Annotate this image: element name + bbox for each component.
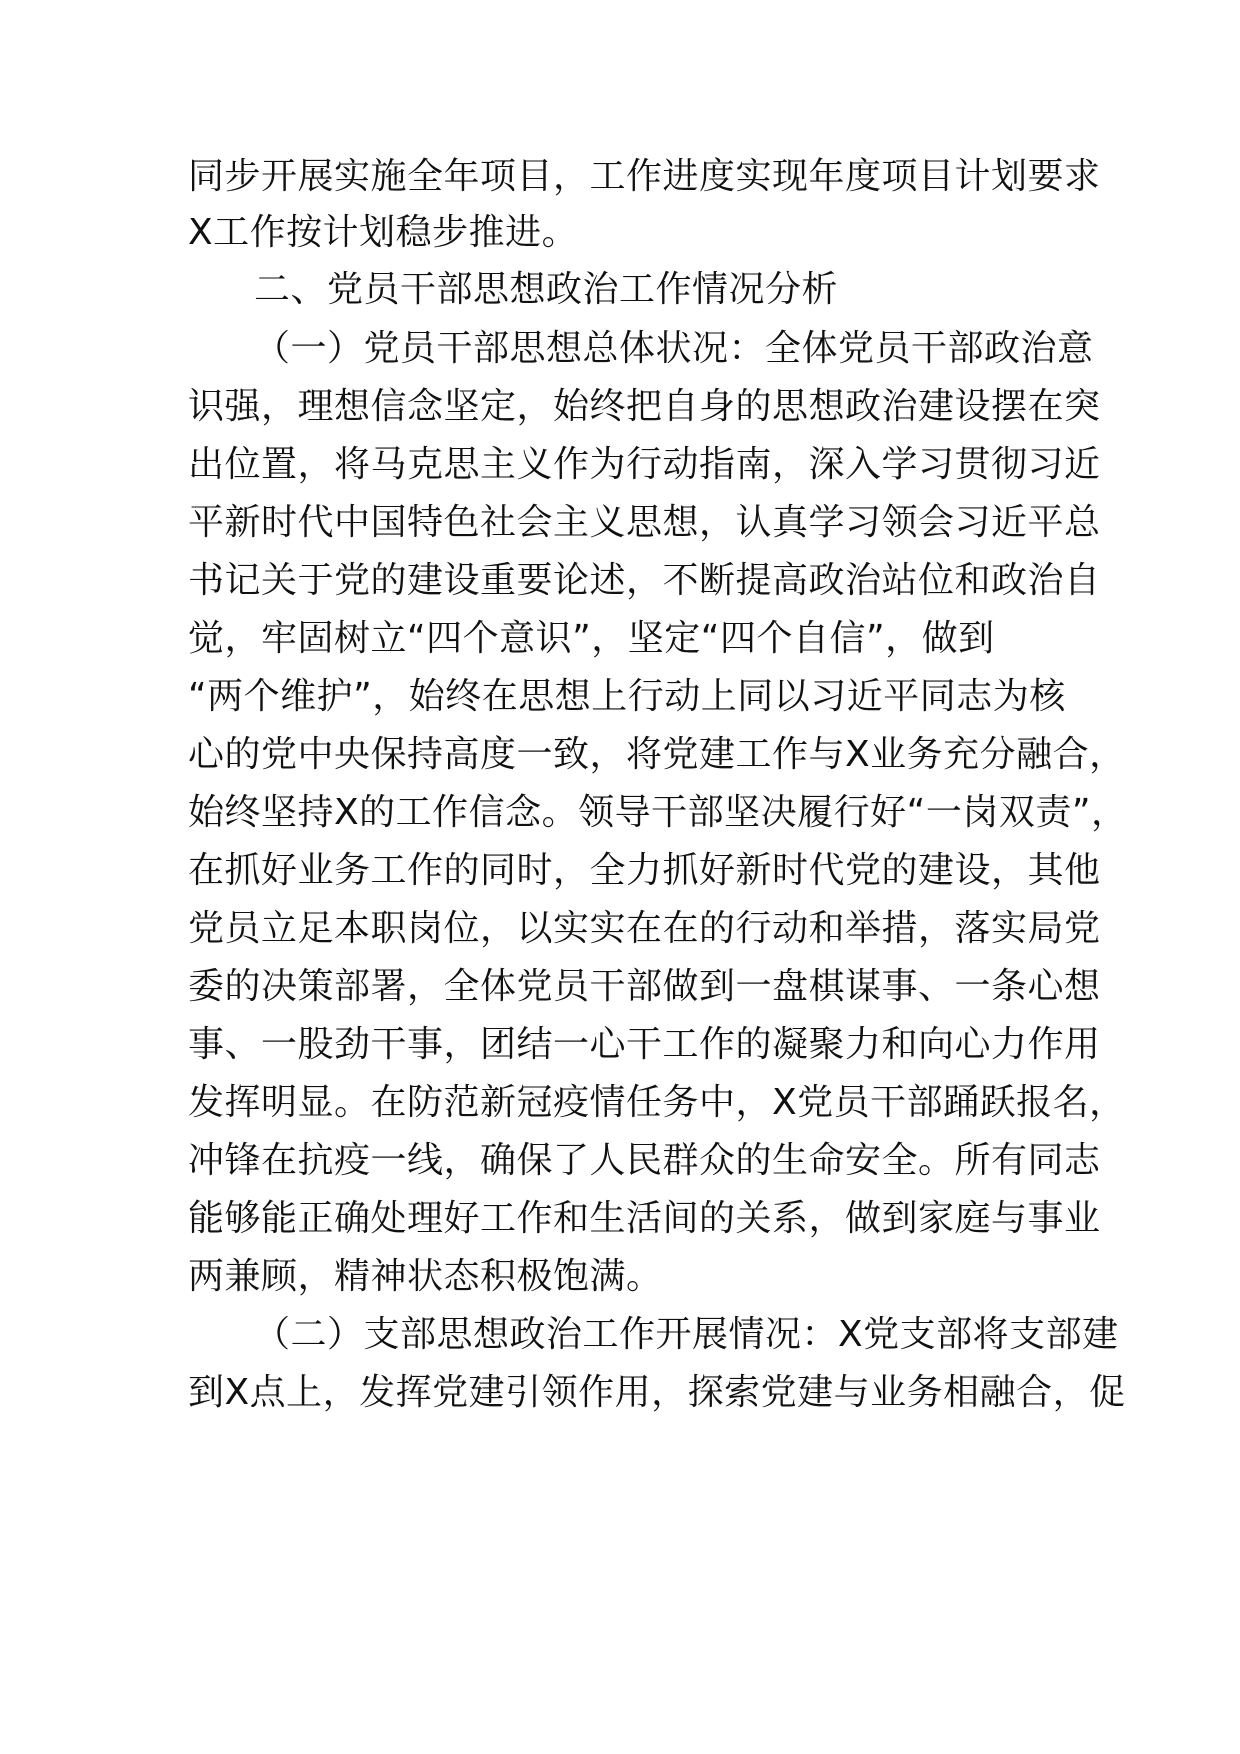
text-line: 两兼顾，精神状态积极饱满。	[188, 1256, 663, 1297]
text-line: 到X点上，发挥党建引领作用，探索党建与业务相融合，促	[188, 1372, 1126, 1413]
text-line: “两个维护”，始终在思想上行动上同以习近平同志为核	[188, 676, 1066, 717]
text-line: 平新时代中国特色社会主义思想，认真学习领会习近平总	[188, 502, 1101, 543]
text-line: 发挥明显。在防范新冠疫情任务中，X党员干部踊跃报名，	[188, 1082, 1126, 1123]
text-line: 觉，牢固树立“四个意识”，坚定“四个自信”，做到	[188, 618, 995, 659]
text-line: 委的决策部署，全体党员干部做到一盘棋谋事、一条心想	[188, 966, 1101, 1007]
text-line: 党员立足本职岗位，以实实在在的行动和举措，落实局党	[188, 908, 1101, 949]
text-line: 事、一股劲干事，团结一心干工作的凝聚力和向心力作用	[188, 1024, 1101, 1065]
text-line: 出位置，将马克思主义作为行动指南，深入学习贯彻习近	[188, 444, 1101, 485]
text-line: 识强，理想信念坚定，始终把自身的思想政治建设摆在突	[188, 386, 1101, 427]
text-line: （一）党员干部思想总体状况：全体党员干部政治意	[254, 328, 1094, 369]
text-line: 心的党中央保持高度一致，将党建工作与X业务充分融合，	[188, 734, 1126, 775]
text-line: X工作按计划稳步推进。	[188, 212, 579, 253]
text-line: 书记关于党的建设重要论述，不断提高政治站位和政治自	[188, 560, 1101, 601]
section-heading: 二、党员干部思想政治工作情况分析	[254, 269, 839, 310]
text-line: 始终坚持X的工作信念。领导干部坚决履行好“一岗双责”，	[188, 792, 1128, 833]
text-line: 在抓好业务工作的同时，全力抓好新时代党的建设，其他	[188, 850, 1101, 891]
text-line: 冲锋在抗疫一线，确保了人民群众的生命安全。所有同志	[188, 1140, 1101, 1181]
text-line: 同步开展实施全年项目，工作进度实现年度项目计划要求	[188, 156, 1101, 197]
text-line: （二）支部思想政治工作开展情况：X党支部将支部建	[254, 1314, 1119, 1355]
text-line: 能够能正确处理好工作和生活间的关系，做到家庭与事业	[188, 1198, 1101, 1239]
